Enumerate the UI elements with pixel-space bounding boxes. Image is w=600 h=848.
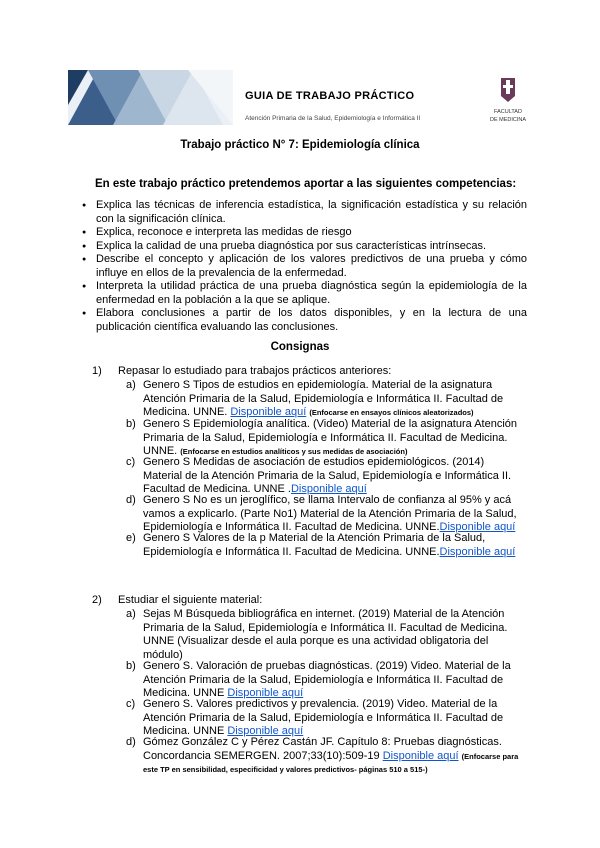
header-subtitle: Atención Primaria de la Salud, Epidemiología e Informática II <box>245 115 421 122</box>
consigna-1 <box>92 365 391 377</box>
logo-text-2: DE MEDICINA <box>489 117 527 123</box>
reference-text: Sejas M Búsqueda bibliográfica en internet. (2019) Material de la Atención Primaria de la Salud, Epidemiología e Informática II. Facultad de Medicina. UNNE (Visualizar desde el aula porque es una actividad obligatoria del módulo) <box>143 608 508 661</box>
disponible-link[interactable]: Disponible aquí <box>230 406 307 418</box>
reference-1a <box>126 379 526 420</box>
reference-letter: d) <box>126 736 136 748</box>
list-item: ● Elabora conclusiones a partir de los datos disponibles, y en la lectura de una publicación científica evaluando las conclusiones. <box>82 307 527 334</box>
competencias-heading: En este trabajo práctico pretendemos aportar a las siguientes competencias: <box>95 178 517 190</box>
reference-text: Genero S Valores de la p Material de la Atención Primaria de la Salud, Epidemiología e Informática II. Facultad de Medicina. UNNE. <box>143 532 486 558</box>
list-item: ● Explica, reconoce e interpreta las medidas de riesgo <box>82 226 527 240</box>
reference-2b <box>126 660 526 701</box>
reference-letter: e) <box>126 532 136 544</box>
reference-letter: a) <box>126 379 136 391</box>
reference-letter: c) <box>126 456 136 468</box>
list-item: ● Explica las técnicas de inferencia estadística, la significación estadística y su relación con la significación clínica. <box>82 199 527 226</box>
reference-letter: a) <box>126 608 136 620</box>
reference-1c <box>126 456 526 497</box>
disponible-link[interactable]: Disponible aquí <box>290 483 367 495</box>
disponible-link[interactable]: Disponible aquí <box>227 725 304 737</box>
reference-text: Gómez González C y Pérez Castán JF. Capítulo 8: Pruebas diagnósticas. Concordancia SEMERGEN. 2007;33(10):509-19 <box>143 736 502 762</box>
list-item: ● Describe el concepto y aplicación de los valores predictivos de una prueba y cómo influye en ellos de la prevalencia de la enfermedad. <box>82 253 527 280</box>
reference-text: Genero S. Valoración de pruebas diagnósticas. (2019) Video. Material de la Atención Primaria de la Salud, Epidemiología e Informática II. Facultad de Medicina. UNNE <box>143 660 511 699</box>
reference-1b <box>126 418 526 459</box>
reference-note: (Enfocarse en estudios analíticos y sus medidas de asociación) <box>180 447 408 456</box>
reference-2c <box>126 698 526 739</box>
reference-note: (Enfocarse para este TP en sensibilidad, especificidad y valores predictivos- páginas 510 a 515-) <box>143 751 519 774</box>
faculty-crest-icon <box>498 78 518 102</box>
reference-2a <box>126 608 526 662</box>
reference-letter: d) <box>126 494 136 506</box>
faculty-logo <box>478 78 538 123</box>
consigna-number: 2) <box>92 594 102 606</box>
reference-2d <box>126 736 526 777</box>
reference-1d <box>126 494 526 535</box>
consignas-heading: Consignas <box>270 341 330 353</box>
consigna-number: 1) <box>92 365 102 377</box>
reference-text: Genero S. Valores predictivos y prevalencia. (2019) Video. Material de la Atención Primaria de la Salud, Epidemiología e Informática II. Facultad de Medicina. UNNE <box>143 698 504 737</box>
reference-note: (Enfocarse en ensayos clínicos aleatorizados) <box>309 408 474 417</box>
reference-1e <box>126 532 526 559</box>
disponible-link[interactable]: Disponible aquí <box>382 749 459 762</box>
competencias-list <box>82 199 527 334</box>
reference-letter: c) <box>126 698 136 710</box>
reference-text: Genero S Tipos de estudios en epidemiología. Material de la asignatura Atención Primaria de la Salud, Epidemiología e Informática II. Facultad de Medicina. UNNE. <box>143 379 504 418</box>
banner-pattern-icon <box>68 70 233 125</box>
document-title: Trabajo práctico N° 7: Epidemiología clínica <box>180 139 420 151</box>
reference-letter: b) <box>126 418 136 430</box>
disponible-link[interactable]: Disponible aquí <box>439 545 516 558</box>
consigna-2 <box>92 594 262 606</box>
consigna-text: Repasar lo estudiado para trabajos prácticos anteriores: <box>118 365 392 377</box>
logo-text-1: FACULTAD <box>494 109 522 115</box>
list-item: ● Explica la calidad de una prueba diagnóstica por sus características intrínsecas. <box>82 240 527 254</box>
list-item: ● Interpreta la utilidad práctica de una prueba diagnóstica según la epidemiología de la enfermedad en la población a la que se aplique. <box>82 280 527 307</box>
consigna-text: Estudiar el siguiente material: <box>118 594 263 606</box>
reference-text: Genero S No es un jeroglífico, se llama Intervalo de confianza al 95% y acá vamos a explicarlo. (Parte No1) Material de la Atención Primaria de la Salud, Epidemiología e Informática II. Facultad de Medicina. UNNE. <box>143 494 517 533</box>
reference-text: Genero S Medidas de asociación de estudios epidemiológicos. (2014) Material de la Atención Primaria de la Salud, Epidemiología e Informática II. Facultad de Medicina. UNNE . <box>143 456 512 495</box>
header-title: GUIA DE TRABAJO PRÁCTICO <box>245 90 415 102</box>
header-banner <box>68 70 233 125</box>
disponible-link[interactable]: Disponible aquí <box>227 687 304 699</box>
reference-letter: b) <box>126 660 136 672</box>
reference-text: Genero S Epidemiología analítica. (Video) Material de la asignatura Atención Primaria de la Salud, Epidemiología e Informática II. Facultad de Medicina. UNNE. <box>143 418 518 457</box>
disponible-link[interactable]: Disponible aquí <box>439 521 516 533</box>
